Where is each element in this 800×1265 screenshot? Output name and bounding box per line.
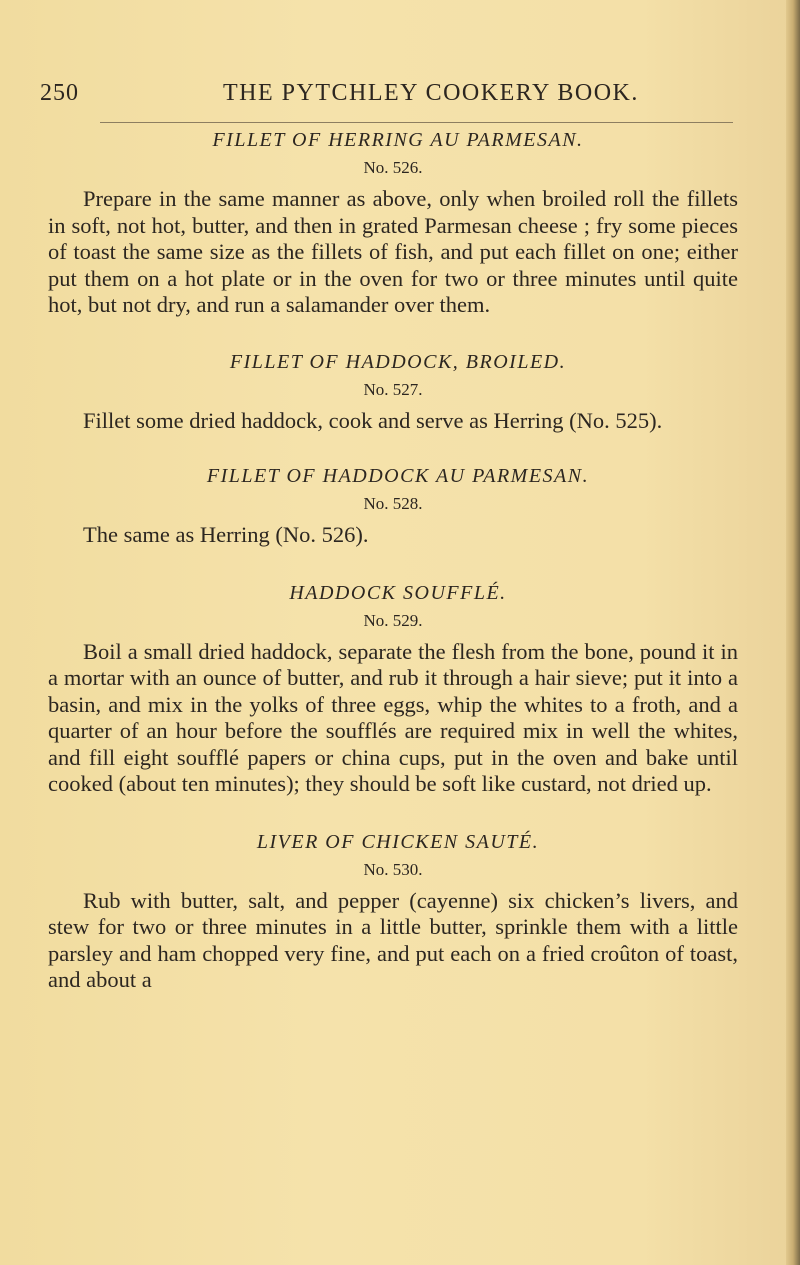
recipe-text: Fillet some dried haddock, cook and serve as Herring (No. 525). [83,407,663,433]
recipe-text: The same as Herring (No. 526). [83,522,369,547]
recipe-530 [48,828,738,994]
recipe-527 [48,348,738,435]
recipe-528 [48,462,738,549]
recipe-text: Rub with butter, salt, and pepper (cayenne) six chicken’s livers, and stew for two or three minutes in a little butter, sprinkle them with a little parsley and ham chopped very fine, and put each on a fried croûton of toast, and about a [48,887,738,992]
recipe-number: No. 526. [363,158,423,177]
recipe-number: No. 527. [363,379,423,399]
recipe-number: No. 528. [363,494,423,513]
recipe-title: FILLET OF HADDOCK AU PARMESAN. [206,465,590,487]
recipe-title: HADDOCK SOUFFLÉ. [289,581,507,604]
recipe-text: Prepare in the same manner as above, only when broiled roll the fillets in soft, not hot, butter, and then in grated Parmesan cheese ; fry some pieces of toast the same size as the fillets of fish, and put each fillet on one; either put them on a hot plate or in the oven for two or three minutes until quite hot, but not dry, and run a salamander over them. [48,186,738,317]
page-edge [786,0,800,1265]
recipe-number: No. 529. [363,610,423,630]
recipe-529 [48,579,738,798]
running-head: THE PYTCHLEY COOKERY BOOK. [223,80,639,106]
recipe-526 [48,126,738,319]
page-header [40,80,640,110]
recipe-text: Boil a small dried haddock, separate the flesh from the bone, pound it in a mortar with an ounce of butter, and rub it through a hair sieve; put it into a basin, and mix in the yolks of three eggs, whip the whites to a froth, and a quarter of an hour before the soufflés are required mix in well the whites, and fill eight soufflé papers or china cups, put in the oven and bake until cooked (about ten minutes); they should be soft like custard, not dried up. [48,638,738,796]
recipe-number: No. 530. [363,859,423,879]
header-rule [100,122,733,123]
recipe-title: FILLET OF HERRING AU PARMESAN. [212,129,584,151]
page-number: 250 [40,80,79,106]
recipe-title: FILLET OF HADDOCK, BROILED. [229,350,567,373]
page-content [48,126,738,994]
recipe-title: LIVER OF CHICKEN SAUTÉ. [256,830,540,853]
